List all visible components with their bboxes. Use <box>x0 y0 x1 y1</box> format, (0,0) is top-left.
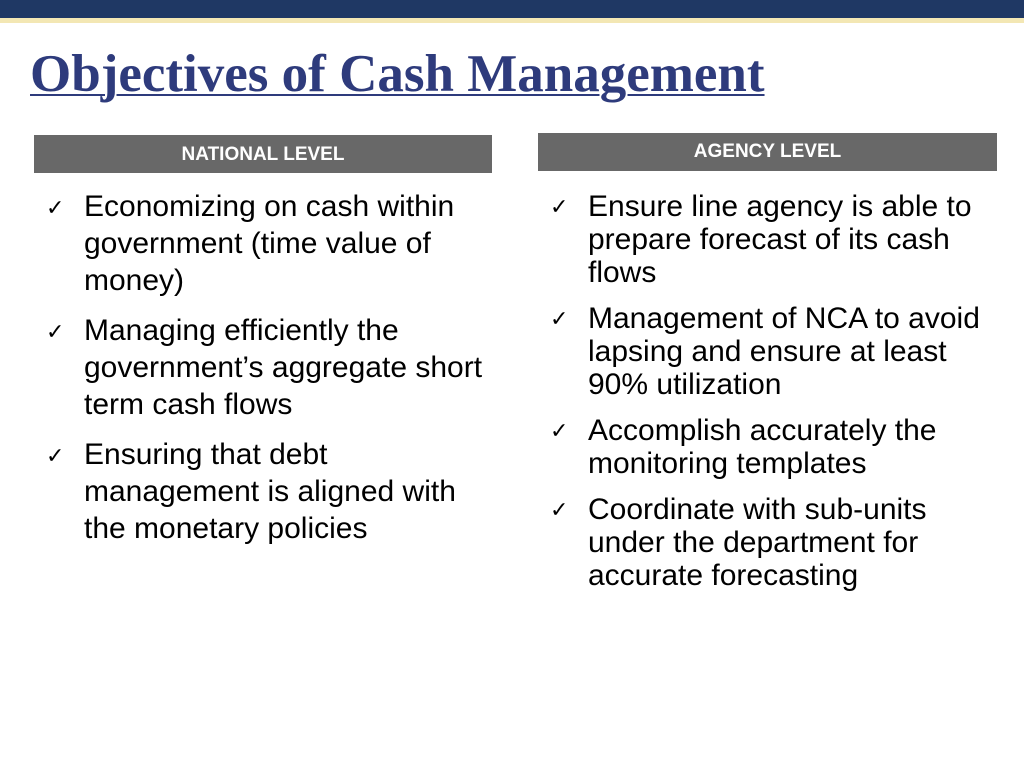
list-item <box>46 312 486 423</box>
list-item-text: Economizing on cash within government (time value of money) <box>84 190 455 297</box>
list-item <box>46 188 486 299</box>
checkmark-icon: ✓ <box>550 307 569 332</box>
agency-level-header: AGENCY LEVEL <box>538 133 997 171</box>
list-item-text: Ensuring that debt management is aligned with the monetary policies <box>84 438 456 545</box>
list-item <box>550 302 995 401</box>
checkmark-icon: ✓ <box>46 444 65 469</box>
national-level-header: NATIONAL LEVEL <box>34 135 492 173</box>
list-item-text: Coordinate with sub-units under the department for accurate forecasting <box>588 493 927 592</box>
checkmark-icon: ✓ <box>550 419 569 444</box>
national-objectives-list <box>46 188 486 560</box>
top-accent-band <box>0 0 1024 18</box>
list-item <box>46 436 486 547</box>
slide-title: Objectives of Cash Management <box>30 45 765 103</box>
list-item <box>550 493 995 592</box>
list-item-text: Management of NCA to avoid lapsing and ensure at least 90% utilization <box>588 302 980 401</box>
checkmark-icon: ✓ <box>46 196 65 221</box>
checkmark-icon: ✓ <box>550 195 569 220</box>
list-item <box>550 190 995 289</box>
checkmark-icon: ✓ <box>550 498 569 523</box>
list-item-text: Accomplish accurately the monitoring templates <box>588 414 937 480</box>
list-item-text: Ensure line agency is able to prepare forecast of its cash flows <box>588 190 972 289</box>
checkmark-icon: ✓ <box>46 320 65 345</box>
list-item <box>550 414 995 480</box>
gold-accent-band <box>0 18 1024 23</box>
list-item-text: Managing efficiently the government’s aggregate short term cash flows <box>84 314 483 421</box>
agency-objectives-list <box>550 190 995 605</box>
